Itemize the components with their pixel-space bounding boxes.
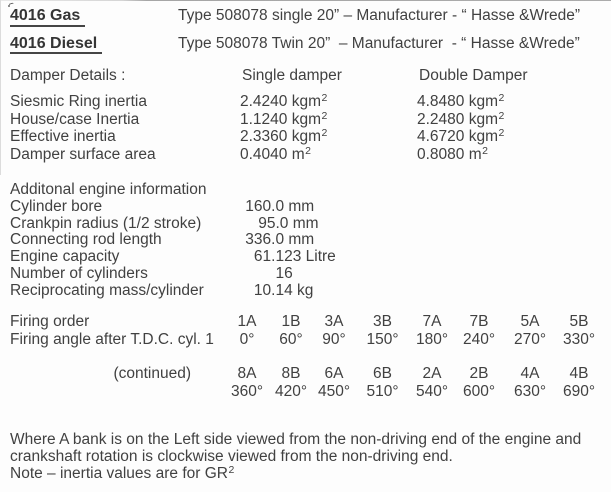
firing-order-continued-section	[0, 365, 611, 400]
firing-angle: 630°	[513, 382, 547, 400]
firing-order-section	[0, 313, 611, 348]
damper-row-label: Damper surface area	[10, 145, 156, 163]
damper-row-single-value	[240, 128, 417, 146]
column-header-single-damper: Single damper	[242, 67, 342, 84]
superscript: 2	[228, 464, 235, 477]
engine-info-title: Additonal engine information	[10, 181, 207, 198]
value-text: 4.8480 kgm	[417, 93, 498, 110]
damper-row-single-value	[240, 93, 417, 111]
firing-continued-label: (continued)	[113, 365, 191, 382]
firing-angle: 510°	[366, 382, 399, 400]
engine-row-value: 10.14 kg	[241, 281, 314, 299]
firing-code: 8A	[237, 365, 257, 382]
firing-angle: 540°	[415, 382, 449, 400]
engine-row-label: Crankpin radius (1/2 stroke)	[10, 214, 202, 232]
engine-row-value: 336.0 mm	[241, 231, 315, 249]
scan-border-artifact	[0, 0, 611, 1]
value-text: 2.3360 kgm	[240, 128, 321, 145]
model-name-gas: 4016 Gas	[10, 7, 85, 27]
superscript: 2	[321, 92, 328, 104]
superscript: 2	[498, 109, 505, 122]
firing-angle: 150°	[366, 330, 399, 348]
firing-angle: 420°	[274, 382, 308, 400]
engine-row-label: Reciprocating mass/cylinder	[10, 281, 204, 299]
firing-angle: 90°	[322, 330, 346, 348]
engine-row-label: Number of cylinders	[10, 264, 148, 282]
value-text: 0.8080 m	[417, 145, 482, 163]
engine-row-value: 16	[241, 264, 293, 282]
damper-row-label: Siesmic Ring inertia	[10, 93, 147, 110]
model-type-description-diesel: Type 508078 Twin 20” – Manufacturer - “ Hasse &Wrede”	[178, 34, 580, 52]
superscript: 2	[498, 92, 505, 104]
firing-code: 2B	[469, 365, 489, 382]
damper-row-single-value	[240, 111, 417, 129]
damper-details-section	[0, 67, 528, 163]
superscript: 2	[482, 144, 488, 157]
firing-code: 1A	[237, 313, 257, 330]
notes-footer	[10, 431, 605, 485]
firing-angle: 270°	[513, 330, 547, 348]
engine-models-header	[10, 7, 611, 62]
damper-row-label: House/case Inertia	[10, 110, 140, 128]
firing-code: 1B	[281, 313, 301, 330]
damper-row-double-value	[417, 146, 528, 164]
firing-code: 4B	[569, 365, 589, 382]
firing-code: 4A	[520, 365, 540, 382]
firing-order-label: Firing order	[10, 313, 90, 330]
damper-row-single-value	[240, 146, 417, 164]
model-name-diesel: 4016 Diesel	[10, 35, 102, 55]
column-header-double-damper: Double Damper	[419, 67, 528, 84]
firing-code: 2A	[422, 365, 442, 382]
firing-code: 3A	[324, 313, 344, 330]
firing-angle: 360°	[230, 382, 264, 400]
damper-details-title: Damper Details :	[10, 67, 126, 84]
engine-row-value: 95.0 mm	[241, 214, 319, 232]
firing-code: 8B	[281, 365, 301, 382]
firing-angle: 330°	[562, 330, 596, 348]
value-text: 2.4240 kgm	[240, 93, 321, 110]
value-text: 0.4040 m	[240, 145, 305, 163]
note-inertia-values	[10, 465, 605, 484]
note-text: Note – inertia values are for GR	[10, 465, 228, 483]
firing-angle: 690°	[562, 382, 596, 400]
engine-row-label: Engine capacity	[10, 248, 120, 266]
model-name-cell	[10, 35, 178, 55]
firing-code: 5B	[569, 313, 589, 330]
superscript: 2	[305, 144, 311, 157]
superscript: 2	[321, 127, 328, 139]
value-text: 4.6720 kgm	[417, 128, 498, 145]
firing-angle: 240°	[462, 330, 496, 348]
value-text: 2.2480 kgm	[417, 110, 498, 128]
firing-code: 3B	[373, 313, 392, 330]
firing-angle: 600°	[462, 382, 496, 400]
note-bank-orientation-line1: Where A bank is on the Left side viewed from the non-driving end of the engine and	[10, 431, 582, 448]
firing-angle: 450°	[317, 382, 351, 400]
engine-row-value: 160.0 mm	[241, 197, 315, 215]
superscript: 2	[321, 109, 328, 122]
firing-angle: 0°	[239, 330, 255, 348]
damper-row-double-value	[417, 111, 528, 129]
firing-angle: 60°	[279, 330, 303, 348]
engine-row-value: 61.123 Litre	[241, 248, 336, 266]
firing-code: 6B	[373, 365, 392, 382]
engine-row-label: Connecting rod length	[10, 231, 162, 249]
damper-row-double-value	[417, 93, 528, 111]
model-type-description-gas: Type 508078 single 20” – Manufacturer - “ Hasse &Wrede”	[178, 7, 581, 24]
note-bank-orientation-line2: crankshaft rotation is clockwise viewed from the non-driving end.	[10, 448, 453, 466]
superscript: 2	[498, 127, 505, 139]
model-row-gas	[10, 7, 611, 27]
firing-code: 7A	[422, 313, 442, 330]
model-row-diesel	[10, 35, 611, 55]
damper-row-label: Effective inertia	[10, 128, 116, 145]
engine-info-section	[0, 181, 336, 299]
firing-code: 7B	[469, 313, 489, 330]
firing-angle: 180°	[415, 330, 449, 348]
firing-continued-spacer	[10, 383, 225, 401]
damper-row-double-value	[417, 128, 528, 146]
engine-row-label: Cylinder bore	[10, 197, 103, 215]
firing-code: 5A	[520, 313, 540, 330]
firing-angle-label: Firing angle after T.D.C. cyl. 1	[10, 330, 214, 348]
model-name-cell	[10, 7, 178, 27]
value-text: 1.1240 kgm	[240, 110, 321, 128]
firing-code: 6A	[324, 365, 344, 382]
